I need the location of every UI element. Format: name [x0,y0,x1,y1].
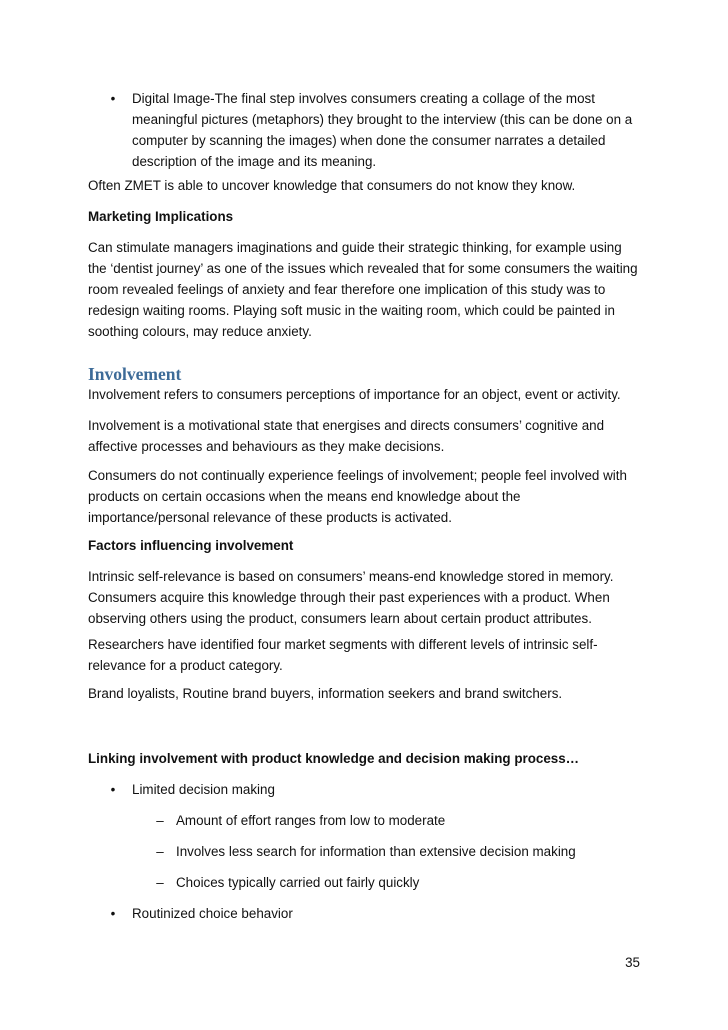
marketing-implications-text: Can stimulate managers imaginations and guide their strategic thinking, for example using the ‘dentist journey’ as one of the issues which revealed that for some consumers the waiting room revealed feelings of anxiety and fear therefore one implication of this study was to redesign waiting rooms. Playing soft music in the waiting room, which could be painted in soothing colours, may reduce anxiety. [88,240,638,339]
segment-list: Brand loyalists, Routine brand buyers, information seekers and brand switchers. [88,686,563,701]
factors-heading: Factors influencing involvement [88,538,294,553]
digital-image-text: Digital Image-The final step involves consumers creating a collage of the most meaningful pictures (metaphors) they brought to the interview (this can be done on a computer by scanning the images) when done the consumer narrates a detailed description of the image and its meaning. [132,91,633,169]
bullet-marker: • [110,906,116,921]
market-segments: Researchers have identified four market segments with different levels of intrinsic self-relevance for a product category. [88,637,598,673]
sub-item-text: Involves less search for information than extensive decision making [176,844,576,859]
involvement-motivational-state: Involvement is a motivational state that energises and directs consumers’ cognitive and affective processes and behaviours as they make decisions. [88,418,605,454]
dash-marker: – [156,875,164,890]
marketing-implications-heading: Marketing Implications [88,209,234,224]
intrinsic-self-relevance: Intrinsic self-relevance is based on consumers’ means-end knowledge stored in memory. Consumers acquire this knowledge through their past experiences with a product. When observing others using the product, consumers learn about certain product attributes. [88,569,614,626]
dash-marker: – [156,813,164,828]
involvement-definition: Involvement refers to consumers perceptions of importance for an object, event or activity. [88,387,621,402]
involvement-heading: Involvement [88,364,182,384]
page-number: 35 [625,955,640,970]
bullet-marker: • [110,91,116,106]
zmet-paragraph: Often ZMET is able to uncover knowledge that consumers do not know they know. [88,178,576,193]
list-item-label: Routinized choice behavior [132,906,293,921]
sub-item-text: Amount of effort ranges from low to moderate [176,813,446,828]
list-item-label: Limited decision making [132,782,275,797]
involvement-occasions: Consumers do not continually experience feelings of involvement; people feel involved with products on certain occasions when the means end knowledge about the importance/personal relevance of these products is activated. [88,468,627,525]
linking-heading: Linking involvement with product knowledge and decision making process… [88,751,580,766]
sub-item-text: Choices typically carried out fairly quickly [176,875,420,890]
bullet-marker: • [110,782,116,797]
dash-marker: – [156,844,164,859]
